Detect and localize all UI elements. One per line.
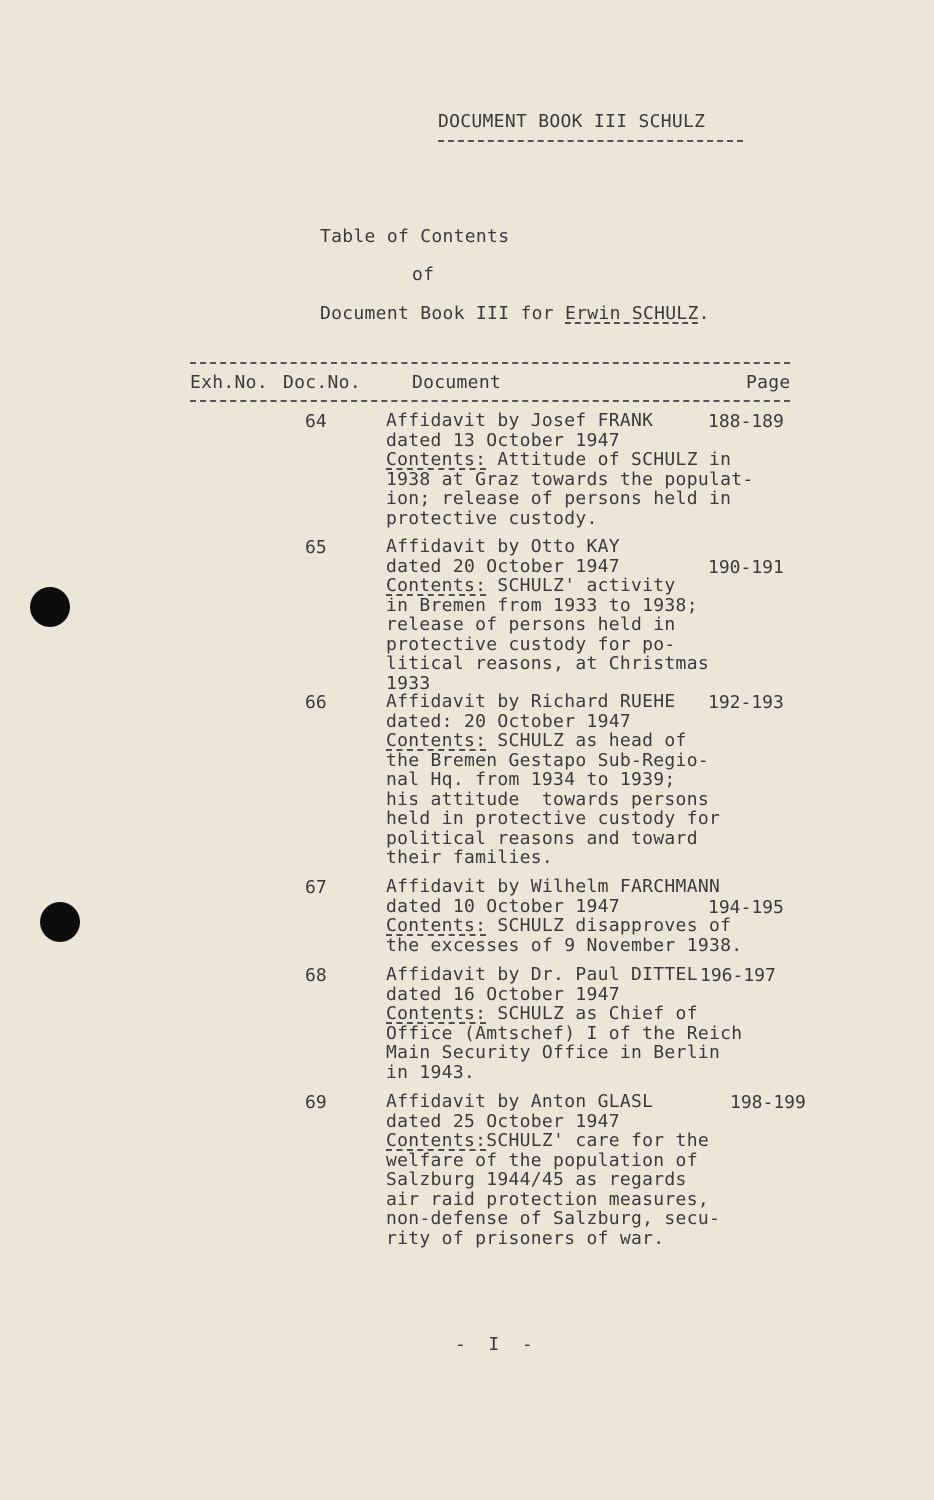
page-range: 194-195 xyxy=(708,897,784,918)
punch-hole-bottom xyxy=(40,902,80,942)
doc-number: 65 xyxy=(305,537,327,558)
page-number: - I - xyxy=(455,1334,533,1355)
toc-of: of xyxy=(412,264,435,285)
doc-number: 68 xyxy=(305,965,327,986)
toc-heading: Table of Contents xyxy=(320,226,510,247)
doc-number: 67 xyxy=(305,877,327,898)
table-top-rule xyxy=(190,362,790,364)
entry-text: Affidavit by Anton GLASL dated 25 October 1947 Contents:SCHULZ' care for the welfare of the population of Salzburg 1944/45 as regards air raid protection measures, non-defense of Salzburg, secu- rity of prisoners of war. xyxy=(386,1091,721,1249)
defendant-name: Erwin SCHULZ xyxy=(565,303,699,324)
toc-subtitle: Document Book III for Erwin SCHULZ. xyxy=(320,303,710,324)
doc-number: 69 xyxy=(305,1092,327,1113)
page-range: 198-199 xyxy=(730,1092,806,1113)
title-underline xyxy=(438,140,743,142)
entry-text: Affidavit by Dr. Paul DITTEL dated 16 October 1947 Contents: SCHULZ as Chief of Office (Amtschef) I of the Reich Main Security Office in Berlin in 1943. xyxy=(386,964,743,1083)
entry-text: Affidavit by Wilhelm FARCHMANN dated 10 October 1947 Contents: SCHULZ disapproves of the excesses of 9 November 1938. xyxy=(386,876,743,956)
page-range: 192-193 xyxy=(708,692,784,713)
col-exh-no: Exh.No. xyxy=(190,372,268,393)
entry-text: Affidavit by Otto KAY dated 20 October 1947 Contents: SCHULZ' activity in Bremen from 1933 to 1938; release of persons held in protective custody for po- litical reasons, at Christmas 1933 xyxy=(386,536,709,694)
col-document: Document xyxy=(412,372,502,393)
punch-hole-top xyxy=(30,587,70,627)
page-range: 196-197 xyxy=(700,965,776,986)
document-title: DOCUMENT BOOK III SCHULZ xyxy=(438,111,706,132)
page-range: 188-189 xyxy=(708,411,784,432)
col-page: Page xyxy=(746,372,791,393)
doc-number: 64 xyxy=(305,411,327,432)
entry-text: Affidavit by Josef FRANK dated 13 October 1947 Contents: Attitude of SCHULZ in 1938 at Graz towards the populat- ion; release of persons held in protective custody. xyxy=(386,410,754,529)
table-header-rule xyxy=(190,400,790,402)
doc-number: 66 xyxy=(305,692,327,713)
col-doc-no: Doc.No. xyxy=(283,372,361,393)
page-range: 190-191 xyxy=(708,557,784,578)
entry-text: Affidavit by Richard RUEHE dated: 20 October 1947 Contents: SCHULZ as head of the Bremen Gestapo Sub-Regio- nal Hq. from 1934 to 1939; his attitude towards persons held in protective custody for political reasons and toward their families. xyxy=(386,691,721,868)
